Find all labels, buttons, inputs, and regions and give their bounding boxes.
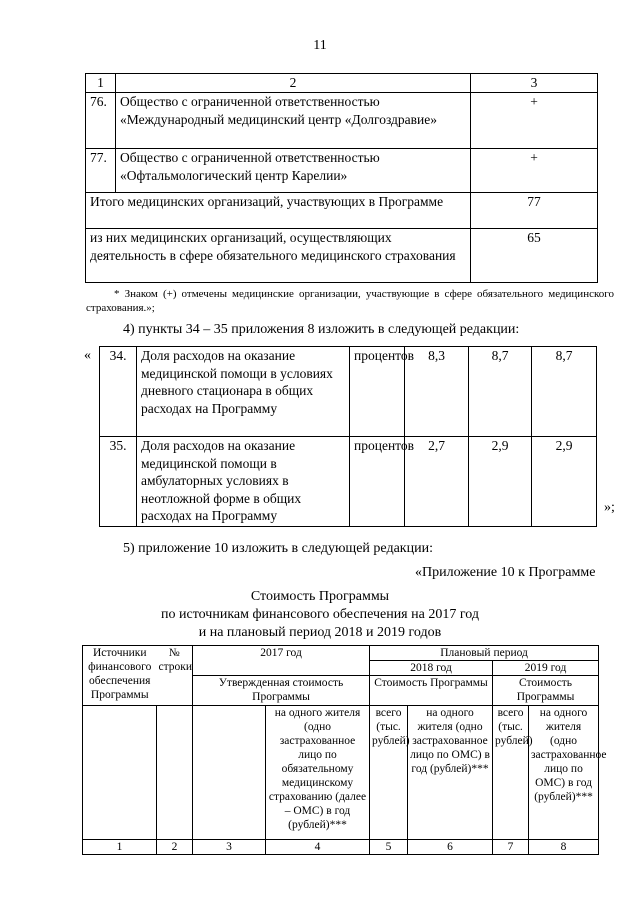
table-row — [86, 93, 598, 149]
cost-2018-header: Стоимость Программы — [370, 676, 493, 706]
appendix-reference: «Приложение 10 к Программе — [415, 565, 596, 580]
value-3: 2,9 — [532, 437, 597, 527]
document-subtitle: по источникам финансового обеспечения на 2017 год — [161, 607, 479, 622]
table-row — [86, 149, 598, 193]
page-number: 11 — [313, 38, 327, 53]
column-number: 6 — [408, 840, 493, 855]
column-number: 3 — [193, 840, 266, 855]
header-cell: 1 — [86, 74, 116, 93]
value-1: 8,3 — [405, 347, 469, 437]
row-number: 35. — [100, 437, 137, 527]
program-cost-table — [82, 645, 607, 855]
table-header-row — [86, 74, 598, 93]
medical-organizations-table — [85, 73, 598, 283]
table-header-row — [83, 706, 599, 840]
row-number-header: № строки — [157, 646, 193, 706]
column-number: 2 — [157, 840, 193, 855]
total-value: 65 — [471, 229, 598, 283]
per-resident-2019-header: на одного жителя (одно застрахованное лицо по ОМС) в год (рублей)*** — [529, 706, 599, 840]
table-row — [100, 347, 597, 437]
total-2019-header: всего (тыс. рублей) — [493, 706, 529, 840]
document-subtitle: и на плановый период 2018 и 2019 годов — [198, 625, 442, 640]
total-row — [86, 193, 598, 229]
column-number: 7 — [493, 840, 529, 855]
empty-cell — [157, 706, 193, 840]
total-value: 77 — [471, 193, 598, 229]
year-2019-header: 2019 год — [493, 661, 599, 676]
value-1: 2,7 — [405, 437, 469, 527]
empty-cell — [193, 706, 266, 840]
organization-name: Общество с ограниченной ответственностью «Офтальмологический центр Карелии» — [116, 149, 471, 193]
per-resident-2018-header: на одного жителя (одно застрахованное лицо по ОМС) в год (рублей)*** — [408, 706, 493, 840]
footnote: * Знаком (+) отмечены медицинские организации, участвующие в сфере обязательного медицинского страхования.»; — [86, 288, 614, 314]
row-number: 34. — [100, 347, 137, 437]
oms-mark: + — [471, 149, 598, 193]
column-number: 1 — [83, 840, 157, 855]
year-2017-header: 2017 год — [193, 646, 370, 676]
empty-cell — [83, 706, 157, 840]
header-cell: 2 — [116, 74, 471, 93]
column-number: 8 — [529, 840, 599, 855]
document-title: Стоимость Программы — [250, 589, 390, 604]
paragraph-4: 4) пункты 34 – 35 приложения 8 изложить в следующей редакции: — [123, 322, 520, 337]
quote-close: »; — [604, 500, 615, 515]
total-label: из них медицинских организаций, осуществляющих деятельность в сфере обязательного медицинского страхования — [86, 229, 471, 283]
value-2: 8,7 — [469, 347, 532, 437]
unit: процентов — [350, 347, 405, 437]
value-2: 2,9 — [469, 437, 532, 527]
paragraph-5: 5) приложение 10 изложить в следующей редакции: — [123, 541, 433, 556]
year-2018-header: 2018 год — [370, 661, 493, 676]
sources-header: Источники финансового обеспечения Программы — [83, 646, 157, 706]
indicators-table — [99, 346, 597, 527]
header-cell: 3 — [471, 74, 598, 93]
indicator-name: Доля расходов на оказание медицинской помощи в условиях дневного стационара в общих расходах на Программу — [137, 347, 350, 437]
planned-period-header: Плановый период — [370, 646, 599, 661]
total-2018-header: всего (тыс. рублей) — [370, 706, 408, 840]
quote-open: « — [84, 348, 91, 363]
approved-cost-header: Утвержденная стоимость Программы — [193, 676, 370, 706]
oms-mark: + — [471, 93, 598, 149]
table-row — [100, 437, 597, 527]
column-numbers-row — [83, 840, 599, 855]
table-header-row — [83, 646, 599, 661]
cost-2019-header: Стоимость Программы — [493, 676, 599, 706]
row-number: 76. — [86, 93, 116, 149]
organization-name: Общество с ограниченной ответственностью «Международный медицинский центр «Долгоздравие» — [116, 93, 471, 149]
column-number: 4 — [266, 840, 370, 855]
indicator-name: Доля расходов на оказание медицинской помощи в амбулаторных условиях в неотложной форме в общих расходах на Программу — [137, 437, 350, 527]
row-number: 77. — [86, 149, 116, 193]
per-resident-2017-header: на одного жителя (одно застрахованное лицо по обязательному медицинскому страхованию (далее – ОМС) в год (рублей)*** — [266, 706, 370, 840]
column-number: 5 — [370, 840, 408, 855]
total-row — [86, 229, 598, 283]
value-3: 8,7 — [532, 347, 597, 437]
total-label: Итого медицинских организаций, участвующих в Программе — [86, 193, 471, 229]
unit: процентов — [350, 437, 405, 527]
